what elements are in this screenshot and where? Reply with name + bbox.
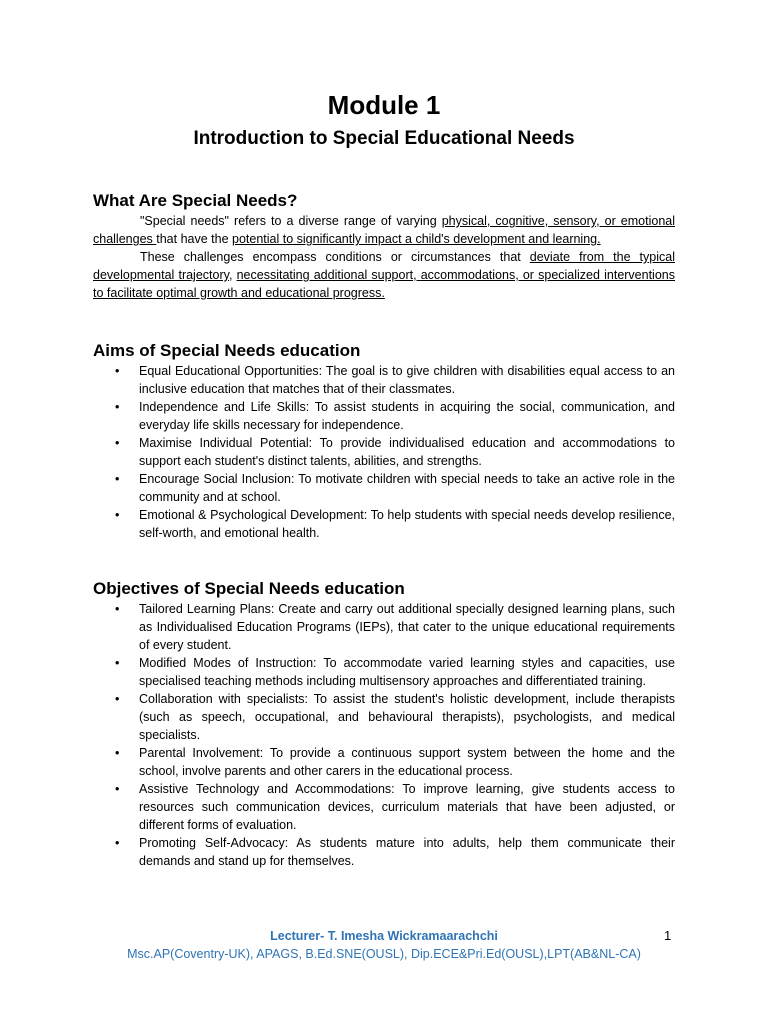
underlined-text: necessitating additional support, accommodations, or specialized interventions to facilitate optimal growth and educational progress.: [93, 268, 675, 300]
list-item: [93, 362, 675, 398]
definition-paragraph: [93, 212, 675, 248]
section-heading-what-are-special-needs: What Are Special Needs?: [93, 191, 298, 210]
bullet-icon: •: [115, 508, 120, 522]
list-item-text: Equal Educational Opportunities: The goal is to give children with disabilities equal access to an inclusive education that matches that of their classmates.: [139, 364, 675, 396]
bullet-icon: •: [115, 656, 120, 670]
list-item: [93, 744, 675, 780]
list-item: [93, 506, 675, 542]
list-item-text: Independence and Life Skills: To assist students in acquiring the social, communication, and everyday life skills necessary for independence.: [139, 400, 675, 432]
bullet-icon: •: [115, 472, 120, 486]
bullet-icon: •: [115, 602, 120, 616]
footer-lecturer: Lecturer- T. Imesha Wickramaarachchi: [270, 929, 498, 943]
list-item: [93, 434, 675, 470]
list-item-text: Tailored Learning Plans: Create and carry out additional specially designed learning plans, such as Individualised Education Programs (IEPs), that cater to the unique educational requirements of every student.: [139, 602, 675, 652]
underlined-text: deviate from the typical developmental trajectory: [93, 250, 675, 282]
list-item: [93, 834, 675, 870]
text-run: that have the: [156, 232, 233, 246]
list-item-text: Assistive Technology and Accommodations: To improve learning, give students access to resources such communication devices, curriculum materials that have been adjusted, or different forms of evaluation.: [139, 782, 675, 832]
challenges-paragraph: [93, 248, 675, 302]
list-item-text: Encourage Social Inclusion: To motivate children with special needs to take an active role in the community and at school.: [139, 472, 675, 504]
list-item-text: Modified Modes of Instruction: To accommodate varied learning styles and capacities, use specialised teaching methods including multisensory approaches and differentiated training.: [139, 656, 675, 688]
list-item-text: Emotional & Psychological Development: To help students with special needs develop resilience, self-worth, and emotional health.: [139, 508, 675, 540]
underlined-text: physical, cognitive, sensory, or emotional challenges: [93, 214, 675, 246]
section-heading-aims: Aims of Special Needs education: [93, 341, 361, 360]
underlined-text: potential to significantly impact a child's development and learning.: [232, 232, 601, 246]
section-heading-objectives: Objectives of Special Needs education: [93, 579, 405, 598]
list-item-text: Maximise Individual Potential: To provide individualised education and accommodations to support each student's distinct talents, abilities, and strengths.: [139, 436, 675, 468]
module-subtitle: Introduction to Special Educational Needs: [193, 128, 575, 149]
list-item-text: Parental Involvement: To provide a continuous support system between the home and the school, involve parents and other carers in the educational process.: [139, 746, 675, 778]
list-item: [93, 600, 675, 654]
bullet-icon: •: [115, 692, 120, 706]
bullet-icon: •: [115, 364, 120, 378]
list-item: [93, 690, 675, 744]
text-run: These challenges encompass conditions or circumstances that: [140, 250, 530, 264]
bullet-icon: •: [115, 836, 120, 850]
aims-list: [93, 362, 675, 542]
document-body: [93, 190, 675, 870]
bullet-icon: •: [115, 436, 120, 450]
text-run: "Special needs" refers to a diverse range of varying: [140, 214, 442, 228]
list-item: [93, 470, 675, 506]
list-item: [93, 654, 675, 690]
list-item-text: Collaboration with specialists: To assist the student's holistic development, include therapists (such as speech, occupational, and behavioural therapists), psychologists, and medical specialists.: [139, 692, 675, 742]
list-item-text: Promoting Self-Advocacy: As students mature into adults, help them communicate their demands and stand up for themselves.: [139, 836, 675, 868]
list-item: [93, 780, 675, 834]
module-title: Module 1: [327, 90, 441, 120]
bullet-icon: •: [115, 400, 120, 414]
footer-qualifications: Msc.AP(Coventry-UK), APAGS, B.Ed.SNE(OUSL), Dip.ECE&Pri.Ed(OUSL),LPT(AB&NL-CA): [127, 947, 641, 961]
page-number: 1: [664, 928, 672, 943]
bullet-icon: •: [115, 746, 120, 760]
text-run: ,: [228, 268, 237, 282]
list-item: [93, 398, 675, 434]
bullet-icon: •: [115, 782, 120, 796]
objectives-list: [93, 600, 675, 870]
